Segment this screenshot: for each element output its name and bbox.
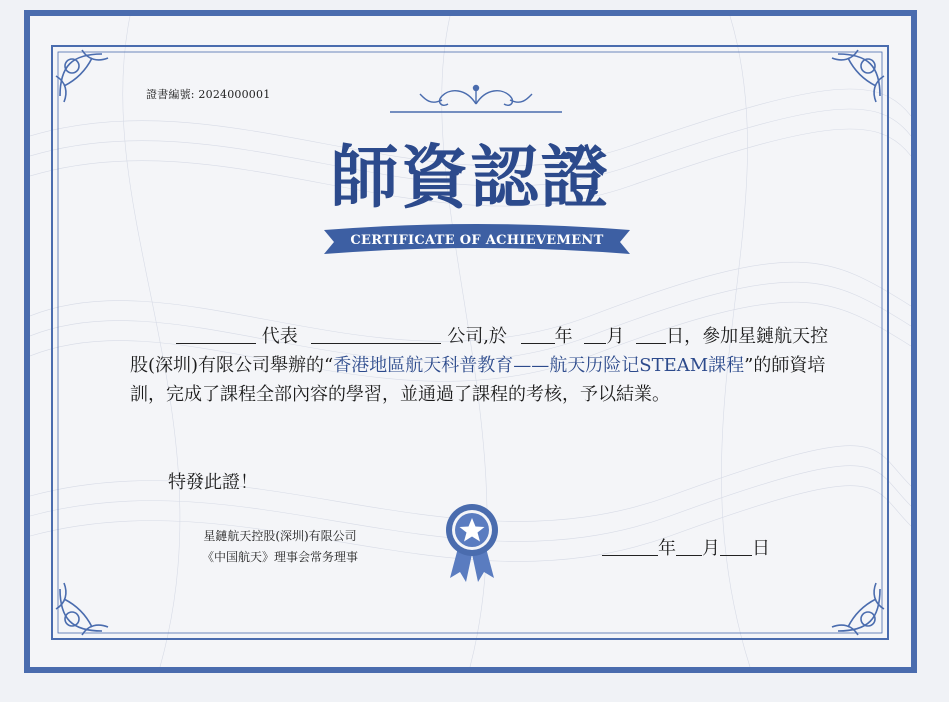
completion-text: 的師資培訓，完成了課程全部內容的學習，並通過了課程的考核，予以結業。: [130, 355, 826, 405]
quote-open: “: [324, 355, 334, 376]
year-text: 年: [554, 326, 573, 347]
issuer-line-2: 《中国航天》理事会常务理事: [201, 550, 358, 564]
day-participate-text: 日，參加星鏈航天控股(深圳)有限公司舉辦的: [130, 326, 829, 376]
certificate-number-value: 2024000001: [198, 88, 271, 101]
sign-month-blank[interactable]: [676, 537, 702, 556]
month-blank[interactable]: [584, 325, 606, 344]
company-text: 公司,於: [447, 326, 507, 347]
ribbon-text: CERTIFICATE OF ACHIEVEMENT: [350, 233, 604, 248]
company-blank[interactable]: [311, 325, 441, 344]
award-rosette-star-icon: [442, 502, 502, 584]
signing-date: [602, 534, 770, 560]
represent-text: 代表: [261, 326, 298, 347]
name-blank[interactable]: [176, 325, 256, 344]
year-blank[interactable]: [521, 325, 555, 344]
floral-flourish-icon: [390, 82, 562, 114]
certificate-number-label: 證書編號:: [146, 88, 195, 101]
issuer-line-1: 星鏈航天控股(深圳)有限公司: [203, 529, 357, 543]
closing-text: 特發此證！: [168, 472, 258, 493]
day-blank[interactable]: [636, 325, 666, 344]
month-text: 月: [606, 326, 625, 347]
certificate-title: 師資認證: [330, 138, 611, 218]
course-name: 香港地區航天科普教育——航天历险记STEAM課程: [333, 355, 745, 376]
certificate-number: [146, 86, 270, 102]
sign-month-text: 月: [702, 538, 720, 559]
certificate-body: [130, 322, 830, 409]
certificate-paper: [30, 16, 911, 667]
quote-close: ”: [744, 355, 754, 376]
sign-year-text: 年: [658, 538, 676, 559]
sign-day-text: 日: [752, 538, 770, 559]
issuer-block: [170, 526, 390, 568]
sign-year-blank[interactable]: [602, 537, 658, 556]
sign-day-blank[interactable]: [720, 537, 752, 556]
certificate-frame: [24, 10, 917, 673]
